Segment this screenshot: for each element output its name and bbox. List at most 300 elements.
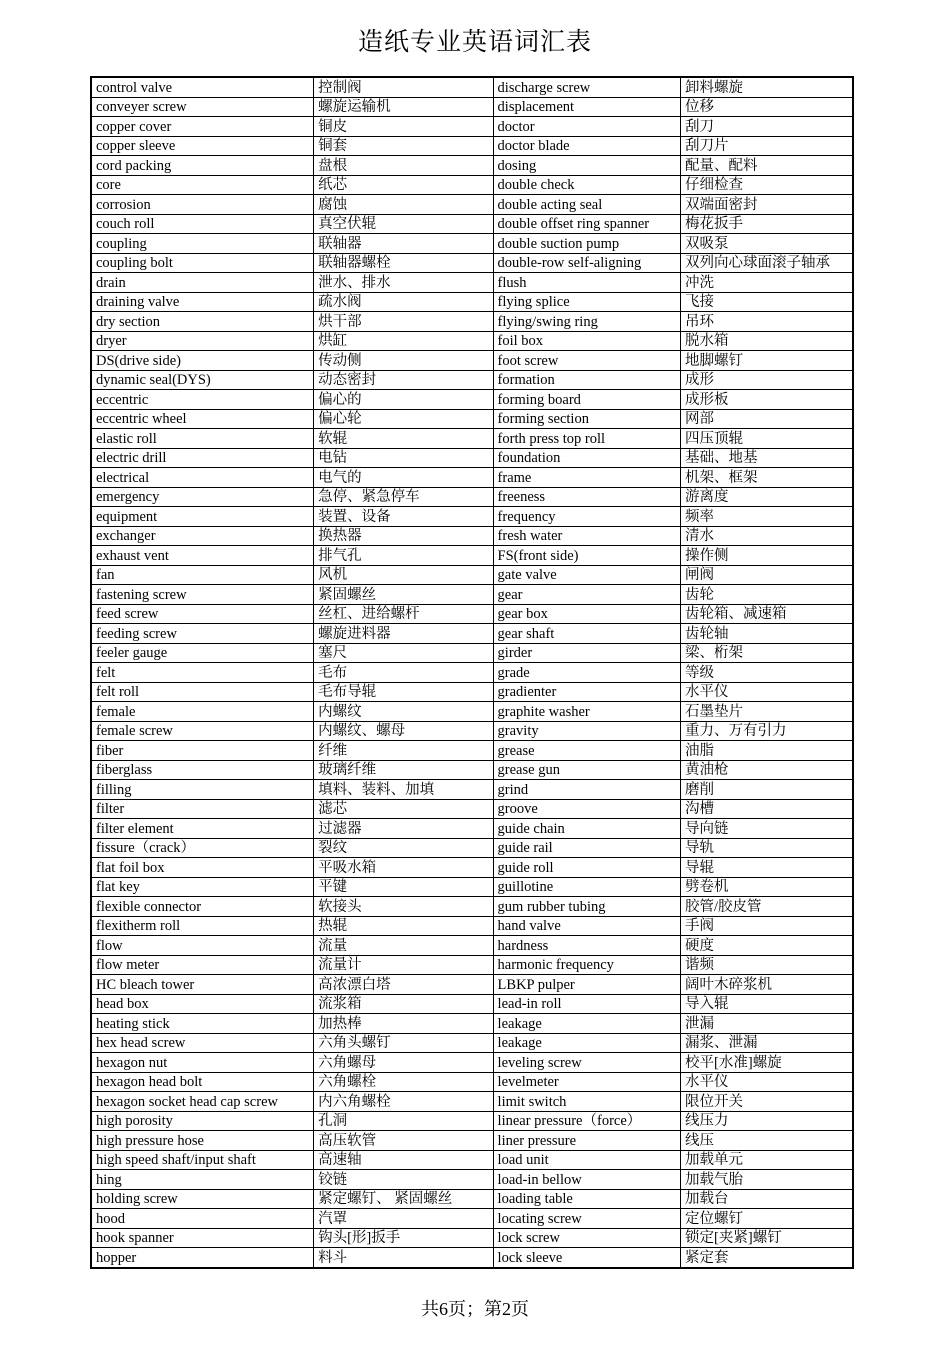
english-term: guide roll bbox=[493, 858, 680, 878]
chinese-term: 冲洗 bbox=[681, 273, 853, 293]
chinese-term: 黄油枪 bbox=[681, 760, 853, 780]
chinese-term: 漏浆、泄漏 bbox=[681, 1033, 853, 1053]
chinese-term: 加载单元 bbox=[681, 1150, 853, 1170]
english-term: gear bbox=[493, 585, 680, 605]
table-row bbox=[91, 1053, 853, 1073]
chinese-term: 阔叶木碎浆机 bbox=[681, 975, 853, 995]
table-row bbox=[91, 136, 853, 156]
chinese-term: 梁、桁架 bbox=[681, 643, 853, 663]
english-term: hardness bbox=[493, 936, 680, 956]
chinese-term: 泄漏 bbox=[681, 1014, 853, 1034]
chinese-term: 线压力 bbox=[681, 1111, 853, 1131]
chinese-term: 填料、装料、加填 bbox=[314, 780, 493, 800]
chinese-term: 铜皮 bbox=[314, 117, 493, 137]
chinese-term: 油脂 bbox=[681, 741, 853, 761]
chinese-term: 频率 bbox=[681, 507, 853, 527]
table-row bbox=[91, 1111, 853, 1131]
english-term: doctor blade bbox=[493, 136, 680, 156]
chinese-term: 飞接 bbox=[681, 292, 853, 312]
chinese-term: 双列向心球面滚子轴承 bbox=[681, 253, 853, 273]
table-row bbox=[91, 1033, 853, 1053]
english-term: loading table bbox=[493, 1189, 680, 1209]
chinese-term: 紧定螺钉、 紧固螺丝 bbox=[314, 1189, 493, 1209]
table-row bbox=[91, 819, 853, 839]
english-term: copper cover bbox=[91, 117, 314, 137]
english-term: discharge screw bbox=[493, 77, 680, 97]
table-row bbox=[91, 331, 853, 351]
english-term: guillotine bbox=[493, 877, 680, 897]
chinese-term: 游离度 bbox=[681, 487, 853, 507]
chinese-term: 螺旋运输机 bbox=[314, 97, 493, 117]
chinese-term: 劈卷机 bbox=[681, 877, 853, 897]
chinese-term: 闸阀 bbox=[681, 565, 853, 585]
chinese-term: 齿轮轴 bbox=[681, 624, 853, 644]
table-row bbox=[91, 175, 853, 195]
chinese-term: 紧固螺丝 bbox=[314, 585, 493, 605]
english-term: fastening screw bbox=[91, 585, 314, 605]
english-term: locating screw bbox=[493, 1209, 680, 1229]
chinese-term: 偏心轮 bbox=[314, 409, 493, 429]
table-row bbox=[91, 1228, 853, 1248]
chinese-term: 烘缸 bbox=[314, 331, 493, 351]
chinese-term: 配量、配料 bbox=[681, 156, 853, 176]
english-term: couch roll bbox=[91, 214, 314, 234]
table-row bbox=[91, 117, 853, 137]
english-term: elastic roll bbox=[91, 429, 314, 449]
english-term: feeding screw bbox=[91, 624, 314, 644]
english-term: fiber bbox=[91, 741, 314, 761]
english-term: flow bbox=[91, 936, 314, 956]
chinese-term: 沟槽 bbox=[681, 799, 853, 819]
english-term: dynamic seal(DYS) bbox=[91, 370, 314, 390]
english-term: gear shaft bbox=[493, 624, 680, 644]
table-row bbox=[91, 312, 853, 332]
english-term: filling bbox=[91, 780, 314, 800]
english-term: hand valve bbox=[493, 916, 680, 936]
chinese-term: 平键 bbox=[314, 877, 493, 897]
table-row bbox=[91, 624, 853, 644]
english-term: gradienter bbox=[493, 682, 680, 702]
chinese-term: 装置、设备 bbox=[314, 507, 493, 527]
chinese-term: 流量计 bbox=[314, 955, 493, 975]
table-row bbox=[91, 468, 853, 488]
english-term: flow meter bbox=[91, 955, 314, 975]
english-term: flexible connector bbox=[91, 897, 314, 917]
english-term: draining valve bbox=[91, 292, 314, 312]
table-row bbox=[91, 370, 853, 390]
table-row bbox=[91, 897, 853, 917]
table-row bbox=[91, 858, 853, 878]
chinese-term: 卸料螺旋 bbox=[681, 77, 853, 97]
english-term: load unit bbox=[493, 1150, 680, 1170]
chinese-term: 电气的 bbox=[314, 468, 493, 488]
chinese-term: 控制阀 bbox=[314, 77, 493, 97]
english-term: load-in bellow bbox=[493, 1170, 680, 1190]
chinese-term: 料斗 bbox=[314, 1248, 493, 1268]
chinese-term: 地脚螺钉 bbox=[681, 351, 853, 371]
chinese-term: 四压顶辊 bbox=[681, 429, 853, 449]
table-row bbox=[91, 214, 853, 234]
english-term: formation bbox=[493, 370, 680, 390]
english-term: copper sleeve bbox=[91, 136, 314, 156]
chinese-term: 急停、紧急停车 bbox=[314, 487, 493, 507]
table-row bbox=[91, 702, 853, 722]
table-row bbox=[91, 351, 853, 371]
english-term: drain bbox=[91, 273, 314, 293]
chinese-term: 六角螺栓 bbox=[314, 1072, 493, 1092]
english-term: forming section bbox=[493, 409, 680, 429]
table-row bbox=[91, 565, 853, 585]
chinese-term: 裂纹 bbox=[314, 838, 493, 858]
chinese-term: 齿轮箱、减速箱 bbox=[681, 604, 853, 624]
english-term: levelmeter bbox=[493, 1072, 680, 1092]
chinese-term: 等级 bbox=[681, 663, 853, 683]
chinese-term: 内螺纹 bbox=[314, 702, 493, 722]
english-term: groove bbox=[493, 799, 680, 819]
english-term: grease gun bbox=[493, 760, 680, 780]
table-row bbox=[91, 721, 853, 741]
english-term: gate valve bbox=[493, 565, 680, 585]
english-term: high pressure hose bbox=[91, 1131, 314, 1151]
chinese-term: 刮刀 bbox=[681, 117, 853, 137]
english-term: conveyer screw bbox=[91, 97, 314, 117]
chinese-term: 内六角螺栓 bbox=[314, 1092, 493, 1112]
english-term: lock screw bbox=[493, 1228, 680, 1248]
chinese-term: 风机 bbox=[314, 565, 493, 585]
chinese-term: 内螺纹、螺母 bbox=[314, 721, 493, 741]
english-term: DS(drive side) bbox=[91, 351, 314, 371]
chinese-term: 脱水箱 bbox=[681, 331, 853, 351]
table-row bbox=[91, 799, 853, 819]
glossary-table bbox=[90, 76, 854, 1269]
table-row bbox=[91, 585, 853, 605]
chinese-term: 高速轴 bbox=[314, 1150, 493, 1170]
chinese-term: 刮刀片 bbox=[681, 136, 853, 156]
table-row bbox=[91, 390, 853, 410]
chinese-term: 操作侧 bbox=[681, 546, 853, 566]
chinese-term: 基础、地基 bbox=[681, 448, 853, 468]
english-term: liner pressure bbox=[493, 1131, 680, 1151]
chinese-term: 疏水阀 bbox=[314, 292, 493, 312]
table-row bbox=[91, 1072, 853, 1092]
table-row bbox=[91, 487, 853, 507]
table-row bbox=[91, 838, 853, 858]
chinese-term: 导轨 bbox=[681, 838, 853, 858]
chinese-term: 滤芯 bbox=[314, 799, 493, 819]
chinese-term: 真空伏辊 bbox=[314, 214, 493, 234]
english-term: hook spanner bbox=[91, 1228, 314, 1248]
chinese-term: 流量 bbox=[314, 936, 493, 956]
english-term: dosing bbox=[493, 156, 680, 176]
table-row bbox=[91, 448, 853, 468]
english-term: exhaust vent bbox=[91, 546, 314, 566]
chinese-term: 盘根 bbox=[314, 156, 493, 176]
english-term: flexitherm roll bbox=[91, 916, 314, 936]
chinese-term: 锁定[夹紧]螺钉 bbox=[681, 1228, 853, 1248]
english-term: frame bbox=[493, 468, 680, 488]
chinese-term: 加热棒 bbox=[314, 1014, 493, 1034]
chinese-term: 导向链 bbox=[681, 819, 853, 839]
english-term: eccentric wheel bbox=[91, 409, 314, 429]
chinese-term: 清水 bbox=[681, 526, 853, 546]
english-term: displacement bbox=[493, 97, 680, 117]
english-term: high porosity bbox=[91, 1111, 314, 1131]
chinese-term: 定位螺钉 bbox=[681, 1209, 853, 1229]
table-row bbox=[91, 253, 853, 273]
chinese-term: 手阀 bbox=[681, 916, 853, 936]
english-term: foot screw bbox=[493, 351, 680, 371]
chinese-term: 成形 bbox=[681, 370, 853, 390]
table-row bbox=[91, 760, 853, 780]
chinese-term: 毛布 bbox=[314, 663, 493, 683]
chinese-term: 动态密封 bbox=[314, 370, 493, 390]
english-term: freeness bbox=[493, 487, 680, 507]
english-term: leakage bbox=[493, 1033, 680, 1053]
english-term: holding screw bbox=[91, 1189, 314, 1209]
table-row bbox=[91, 429, 853, 449]
english-term: lead-in roll bbox=[493, 994, 680, 1014]
chinese-term: 排气孔 bbox=[314, 546, 493, 566]
chinese-term: 电钻 bbox=[314, 448, 493, 468]
english-term: foundation bbox=[493, 448, 680, 468]
english-term: limit switch bbox=[493, 1092, 680, 1112]
english-term: fresh water bbox=[493, 526, 680, 546]
chinese-term: 磨削 bbox=[681, 780, 853, 800]
chinese-term: 水平仪 bbox=[681, 682, 853, 702]
table-row bbox=[91, 195, 853, 215]
english-term: equipment bbox=[91, 507, 314, 527]
english-term: guide chain bbox=[493, 819, 680, 839]
table-row bbox=[91, 877, 853, 897]
glossary-body bbox=[91, 77, 853, 1268]
english-term: frequency bbox=[493, 507, 680, 527]
chinese-term: 孔洞 bbox=[314, 1111, 493, 1131]
english-term: flying/swing ring bbox=[493, 312, 680, 332]
english-term: high speed shaft/input shaft bbox=[91, 1150, 314, 1170]
english-term: grind bbox=[493, 780, 680, 800]
english-term: electric drill bbox=[91, 448, 314, 468]
table-row bbox=[91, 780, 853, 800]
english-term: hexagon socket head cap screw bbox=[91, 1092, 314, 1112]
chinese-term: 六角头螺钉 bbox=[314, 1033, 493, 1053]
english-term: leakage bbox=[493, 1014, 680, 1034]
table-row bbox=[91, 994, 853, 1014]
english-term: graphite washer bbox=[493, 702, 680, 722]
table-row bbox=[91, 546, 853, 566]
chinese-term: 联轴器 bbox=[314, 234, 493, 254]
chinese-term: 软辊 bbox=[314, 429, 493, 449]
chinese-term: 网部 bbox=[681, 409, 853, 429]
chinese-term: 螺旋进料器 bbox=[314, 624, 493, 644]
chinese-term: 纸芯 bbox=[314, 175, 493, 195]
chinese-term: 铰链 bbox=[314, 1170, 493, 1190]
english-term: cord packing bbox=[91, 156, 314, 176]
english-term: HC bleach tower bbox=[91, 975, 314, 995]
english-term: felt roll bbox=[91, 682, 314, 702]
english-term: fiberglass bbox=[91, 760, 314, 780]
table-row bbox=[91, 1189, 853, 1209]
table-row bbox=[91, 682, 853, 702]
chinese-term: 限位开关 bbox=[681, 1092, 853, 1112]
chinese-term: 仔细检查 bbox=[681, 175, 853, 195]
english-term: LBKP pulper bbox=[493, 975, 680, 995]
english-term: dry section bbox=[91, 312, 314, 332]
chinese-term: 石墨垫片 bbox=[681, 702, 853, 722]
english-term: double check bbox=[493, 175, 680, 195]
english-term: forming board bbox=[493, 390, 680, 410]
chinese-term: 加载气胎 bbox=[681, 1170, 853, 1190]
english-term: filter element bbox=[91, 819, 314, 839]
english-term: gravity bbox=[493, 721, 680, 741]
english-term: grease bbox=[493, 741, 680, 761]
chinese-term: 位移 bbox=[681, 97, 853, 117]
english-term: gear box bbox=[493, 604, 680, 624]
chinese-term: 成形板 bbox=[681, 390, 853, 410]
chinese-term: 换热器 bbox=[314, 526, 493, 546]
english-term: double offset ring spanner bbox=[493, 214, 680, 234]
chinese-term: 毛布导辊 bbox=[314, 682, 493, 702]
english-term: forth press top roll bbox=[493, 429, 680, 449]
chinese-term: 过滤器 bbox=[314, 819, 493, 839]
table-row bbox=[91, 1209, 853, 1229]
english-term: eccentric bbox=[91, 390, 314, 410]
chinese-term: 玻璃纤维 bbox=[314, 760, 493, 780]
english-term: doctor bbox=[493, 117, 680, 137]
english-term: double-row self-aligning bbox=[493, 253, 680, 273]
english-term: female bbox=[91, 702, 314, 722]
table-row bbox=[91, 975, 853, 995]
english-term: felt bbox=[91, 663, 314, 683]
chinese-term: 谐频 bbox=[681, 955, 853, 975]
chinese-term: 机架、框架 bbox=[681, 468, 853, 488]
table-row bbox=[91, 916, 853, 936]
table-row bbox=[91, 409, 853, 429]
page-number: 共6页；第2页 bbox=[421, 1299, 529, 1319]
table-row bbox=[91, 604, 853, 624]
english-term: flat foil box bbox=[91, 858, 314, 878]
english-term: feeler gauge bbox=[91, 643, 314, 663]
table-row bbox=[91, 507, 853, 527]
english-term: dryer bbox=[91, 331, 314, 351]
english-term: hex head screw bbox=[91, 1033, 314, 1053]
chinese-term: 水平仪 bbox=[681, 1072, 853, 1092]
english-term: heating stick bbox=[91, 1014, 314, 1034]
english-term: exchanger bbox=[91, 526, 314, 546]
english-term: guide rail bbox=[493, 838, 680, 858]
english-term: head box bbox=[91, 994, 314, 1014]
chinese-term: 导辊 bbox=[681, 858, 853, 878]
chinese-term: 重力、万有引力 bbox=[681, 721, 853, 741]
english-term: filter bbox=[91, 799, 314, 819]
chinese-term: 塞尺 bbox=[314, 643, 493, 663]
table-row bbox=[91, 1170, 853, 1190]
table-row bbox=[91, 156, 853, 176]
english-term: hood bbox=[91, 1209, 314, 1229]
chinese-term: 传动侧 bbox=[314, 351, 493, 371]
chinese-term: 梅花扳手 bbox=[681, 214, 853, 234]
table-row bbox=[91, 643, 853, 663]
english-term: hopper bbox=[91, 1248, 314, 1268]
table-row bbox=[91, 741, 853, 761]
chinese-term: 铜套 bbox=[314, 136, 493, 156]
chinese-term: 胶管/胶皮管 bbox=[681, 897, 853, 917]
chinese-term: 丝杠、进给螺杆 bbox=[314, 604, 493, 624]
english-term: gum rubber tubing bbox=[493, 897, 680, 917]
chinese-term: 吊环 bbox=[681, 312, 853, 332]
chinese-term: 腐蚀 bbox=[314, 195, 493, 215]
chinese-term: 紧定套 bbox=[681, 1248, 853, 1268]
english-term: electrical bbox=[91, 468, 314, 488]
chinese-term: 高浓漂白塔 bbox=[314, 975, 493, 995]
table-row bbox=[91, 77, 853, 97]
chinese-term: 纤维 bbox=[314, 741, 493, 761]
chinese-term: 六角螺母 bbox=[314, 1053, 493, 1073]
table-row bbox=[91, 97, 853, 117]
chinese-term: 线压 bbox=[681, 1131, 853, 1151]
english-term: female screw bbox=[91, 721, 314, 741]
table-row bbox=[91, 936, 853, 956]
table-row bbox=[91, 1014, 853, 1034]
table-row bbox=[91, 526, 853, 546]
table-row bbox=[91, 273, 853, 293]
table-row bbox=[91, 1131, 853, 1151]
english-term: linear pressure（force） bbox=[493, 1111, 680, 1131]
english-term: double suction pump bbox=[493, 234, 680, 254]
table-row bbox=[91, 1150, 853, 1170]
chinese-term: 导入辊 bbox=[681, 994, 853, 1014]
english-term: fan bbox=[91, 565, 314, 585]
chinese-term: 硬度 bbox=[681, 936, 853, 956]
english-term: coupling bbox=[91, 234, 314, 254]
chinese-term: 校平[水准]螺旋 bbox=[681, 1053, 853, 1073]
english-term: control valve bbox=[91, 77, 314, 97]
chinese-term: 齿轮 bbox=[681, 585, 853, 605]
english-term: hexagon nut bbox=[91, 1053, 314, 1073]
chinese-term: 烘干部 bbox=[314, 312, 493, 332]
chinese-term: 钩头[形]扳手 bbox=[314, 1228, 493, 1248]
english-term: fissure（crack） bbox=[91, 838, 314, 858]
chinese-term: 双端面密封 bbox=[681, 195, 853, 215]
english-term: core bbox=[91, 175, 314, 195]
english-term: corrosion bbox=[91, 195, 314, 215]
english-term: hing bbox=[91, 1170, 314, 1190]
table-row bbox=[91, 292, 853, 312]
chinese-term: 高压软管 bbox=[314, 1131, 493, 1151]
english-term: feed screw bbox=[91, 604, 314, 624]
table-row bbox=[91, 234, 853, 254]
english-term: flat key bbox=[91, 877, 314, 897]
table-row bbox=[91, 1092, 853, 1112]
chinese-term: 软接头 bbox=[314, 897, 493, 917]
chinese-term: 流浆箱 bbox=[314, 994, 493, 1014]
english-term: flying splice bbox=[493, 292, 680, 312]
chinese-term: 热辊 bbox=[314, 916, 493, 936]
english-term: foil box bbox=[493, 331, 680, 351]
english-term: hexagon head bolt bbox=[91, 1072, 314, 1092]
english-term: girder bbox=[493, 643, 680, 663]
english-term: emergency bbox=[91, 487, 314, 507]
chinese-term: 平吸水箱 bbox=[314, 858, 493, 878]
chinese-term: 偏心的 bbox=[314, 390, 493, 410]
chinese-term: 泄水、排水 bbox=[314, 273, 493, 293]
english-term: flush bbox=[493, 273, 680, 293]
english-term: coupling bolt bbox=[91, 253, 314, 273]
chinese-term: 汽罩 bbox=[314, 1209, 493, 1229]
english-term: grade bbox=[493, 663, 680, 683]
english-term: lock sleeve bbox=[493, 1248, 680, 1268]
chinese-term: 联轴器螺栓 bbox=[314, 253, 493, 273]
chinese-term: 双吸泵 bbox=[681, 234, 853, 254]
